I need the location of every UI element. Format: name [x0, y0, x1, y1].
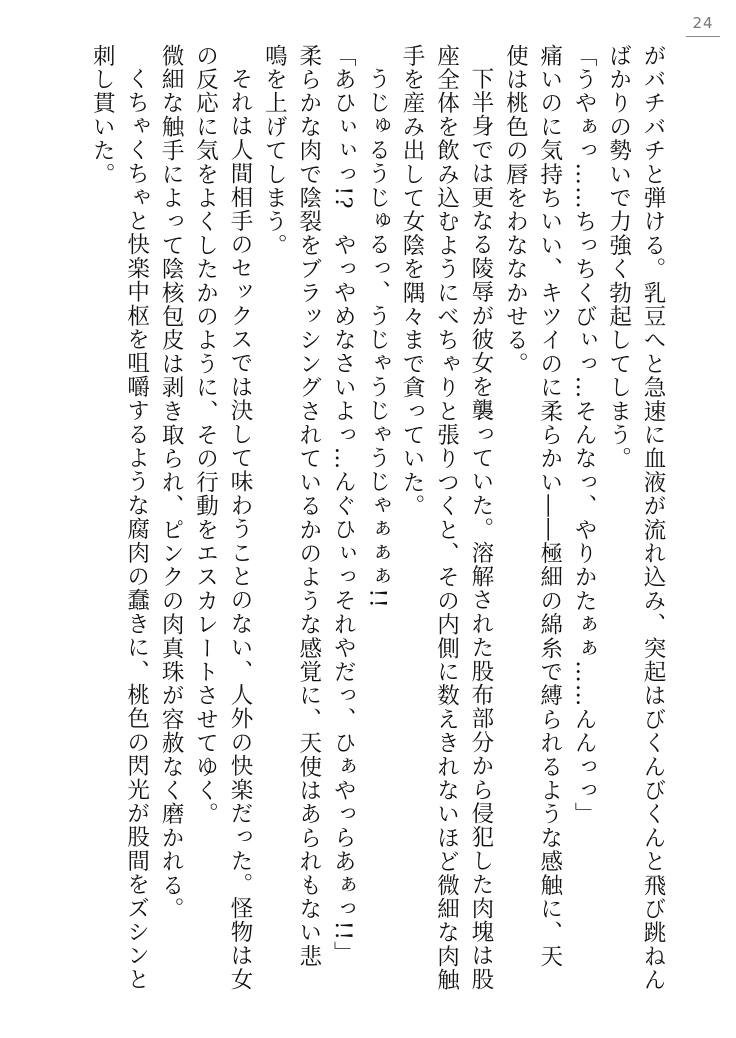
paragraph-line: 痛いのに気持ちいい、キツイのに柔らかい――極細の綿糸で縛られるような感触に、天	[536, 44, 563, 969]
paragraph-line: 下半身では更なる陵辱が彼女を襲っていた。溶解された股布部分から侵犯した肉塊は股	[467, 66, 494, 991]
sound-effect-line: うじゅるうじゅるっ、うじゃうじゃうじゃぁぁぁ!!	[364, 66, 391, 609]
paragraph-line: 鳴を上げてしまう。	[261, 44, 288, 258]
paragraph-line: がバチバチと弾ける。乳豆へと急速に血液が流れ込み、突起はびくんびくんと飛び跳ねん	[640, 44, 666, 992]
page-number-divider	[686, 36, 720, 37]
vertical-body-text	[64, 44, 670, 1000]
paragraph-line: 座全体を飲み込むようにべちゃりと張りつくと、その内側に数えきれないほど微細な肉触	[433, 44, 460, 992]
paragraph-line: 手を産み出して女陰を隅々まで貪っていた。	[399, 44, 426, 518]
paragraph-line: 微細な触手によって陰核包皮は剥き取られ、ピンクの肉真珠が容赦なく磨かれる。	[158, 44, 185, 921]
page-number: 24	[692, 14, 714, 32]
paragraph-line: 刺し貫いた。	[89, 44, 116, 187]
paragraph-line: 使は桃色の唇をわななかせる。	[502, 44, 529, 376]
dialogue-line: 「うやぁっ……ちっちくびぃっ…そんなっ、やりかたぁぁ……んんっっ」	[571, 44, 598, 827]
paragraph-line: それは人間相手のセックスでは決して味わうことのない、人外の快楽だった。怪物は女	[226, 66, 253, 991]
paragraph-line: くちゃくちゃと快楽中枢を咀嚼するような腐肉の蠢きに、桃色の閃光が股間をズシンと	[123, 66, 150, 991]
paragraph-line: 柔らかな肉で陰裂をブラッシングされているかのような感覚に、天使はあられもない悲	[295, 44, 322, 969]
dialogue-line: 「あひぃぃっ!? やっやめなさいよっ…んぐひぃっそれやだっ、ひぁやっらあぁっ!!」	[330, 44, 357, 965]
paragraph-line: ばかりの勢いで力強く勃起してしまう。	[605, 44, 632, 471]
paragraph-line: の反応に気をよくしたかのように、その行動をエスカレートさせてゆく。	[192, 44, 219, 827]
